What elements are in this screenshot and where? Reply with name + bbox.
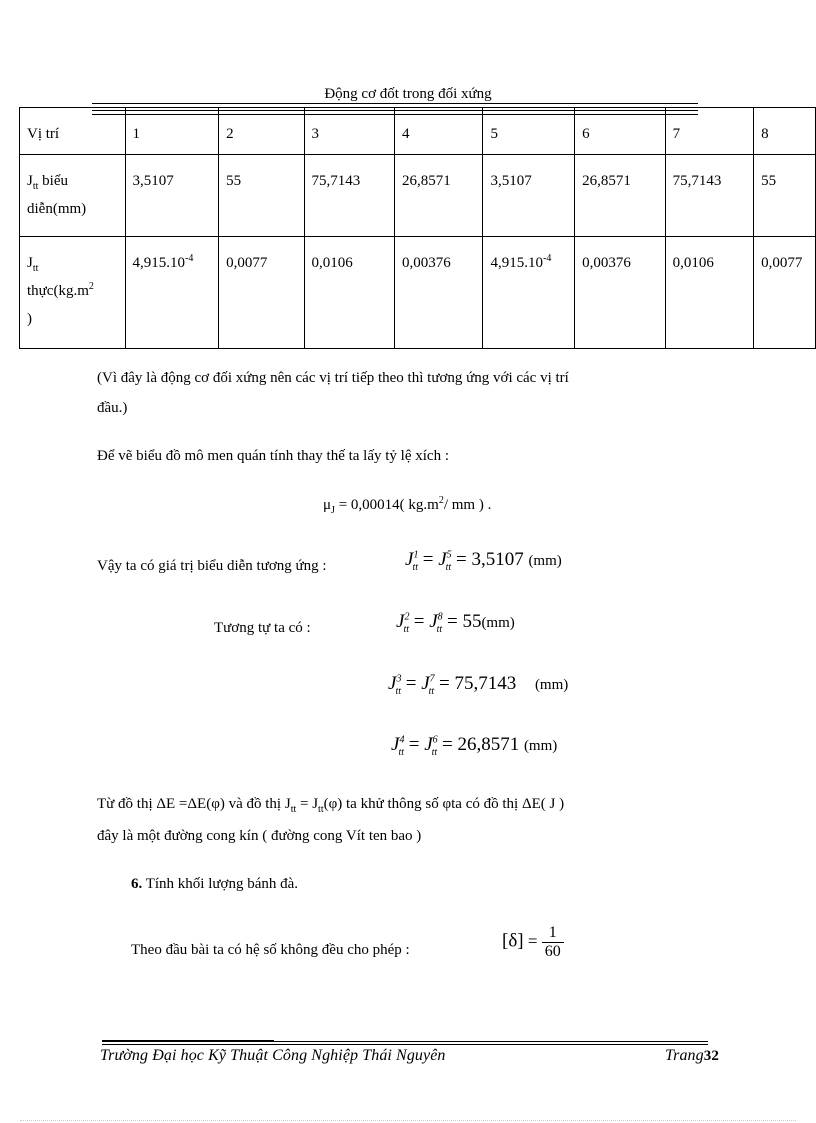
row2-cell: 0,00376 [575, 237, 665, 349]
header-position-1: 1 [125, 108, 219, 155]
table-row-jtt-representation [20, 155, 816, 237]
table-row-header [20, 108, 816, 155]
header-position-3: 3 [304, 108, 394, 155]
footer-rule-mid [102, 1044, 708, 1045]
row1-cell: 55 [219, 155, 304, 237]
header-position-5: 5 [483, 108, 575, 155]
similar-label: Tương tự ta có : [214, 620, 311, 636]
footer-school: Trường Đại học Kỹ Thuật Công Nghiệp Thái Nguyên [100, 1047, 446, 1064]
section-heading: 6. Tính khối lượng bánh đà. [131, 876, 299, 892]
row2-cell: 0,0106 [304, 237, 394, 349]
row2-cell: $4,915.10^{-4}$ [125, 237, 219, 349]
row1-cell: 26,8571 [575, 155, 665, 237]
delta-intro: Theo đầu bài ta có hệ số không đều cho phép : [131, 942, 410, 958]
row2-cell: $4,915.10^{-4}$ [483, 237, 575, 349]
row1-label: $J_{tt}$ biểu diễn(mm) [20, 155, 126, 237]
scale-intro: Để vẽ biểu đồ mô men quán tính thay thế ta lấy tỷ lệ xích : [97, 448, 449, 464]
page-bottom-edge [20, 1120, 796, 1121]
conclusion-line-2: đây là một đường cong kín ( đường cong Vít ten bao ) [97, 828, 422, 844]
header-position-4: 4 [395, 108, 483, 155]
header-label-position: Vị trí [20, 108, 126, 155]
row2-cell: 0,0106 [665, 237, 753, 349]
note-line-2: đầu.) [97, 400, 128, 416]
row1-cell: 55 [754, 155, 816, 237]
footer-rule-thick [102, 1040, 274, 1042]
row1-cell: 75,7143 [665, 155, 753, 237]
footer-page: Trang32 [665, 1047, 719, 1064]
row2-cell: 0,0077 [754, 237, 816, 349]
header-position-8: 8 [754, 108, 816, 155]
equation-1: $J^1_{tt} = J^5_{tt} = 3,5107$ (mm) [405, 549, 562, 573]
delta-fraction: $\frac{1}{60}$ [542, 924, 564, 961]
equation-4: $J^4_{tt} = J^6_{tt} = 26,8571$ (mm) [391, 734, 558, 758]
row2-label: $J_{tt}$ $thực(kg.m^2$ ) [20, 237, 126, 349]
scale-formula: $\mu_J = 0,00014$( $kg.m^2/$ mm ) . [323, 495, 492, 516]
row1-cell: 26,8571 [395, 155, 483, 237]
header-position-7: 7 [665, 108, 753, 155]
row1-cell: 75,7143 [304, 155, 394, 237]
delta-formula: [δ] = $\frac{1}{60}$ [502, 924, 564, 961]
table-title: Động cơ đốt trong đối xứng [324, 86, 492, 102]
header-position-2: 2 [219, 108, 304, 155]
result-intro: Vậy ta có giá trị biểu diễn tương ứng : [97, 558, 327, 574]
row1-cell: 3,5107 [483, 155, 575, 237]
row2-cell: 0,00376 [395, 237, 483, 349]
conclusion-line-1: Từ đồ thị ΔE =ΔE(φ) và đồ thị $J_{tt} = J_{tt}(\varphi)$ ta khử thông số φta có đồ thị ΔE( J ) [97, 796, 565, 815]
equation-2: $J^2_{tt} = J^8_{tt} = 55(mm)$ [396, 611, 515, 635]
row1-cell: 3,5107 [125, 155, 219, 237]
header-position-6: 6 [575, 108, 665, 155]
note-line-1: (Vì đây là động cơ đối xứng nên các vị trí tiếp theo thì tương ứng với các vị trí [97, 370, 569, 386]
inertia-table [19, 107, 816, 349]
equation-3: $J^3_{tt} = J^7_{tt} = 75,7143$ (mm) [388, 673, 569, 697]
row2-cell: 0,0077 [219, 237, 304, 349]
table-row-jtt-real [20, 237, 816, 349]
